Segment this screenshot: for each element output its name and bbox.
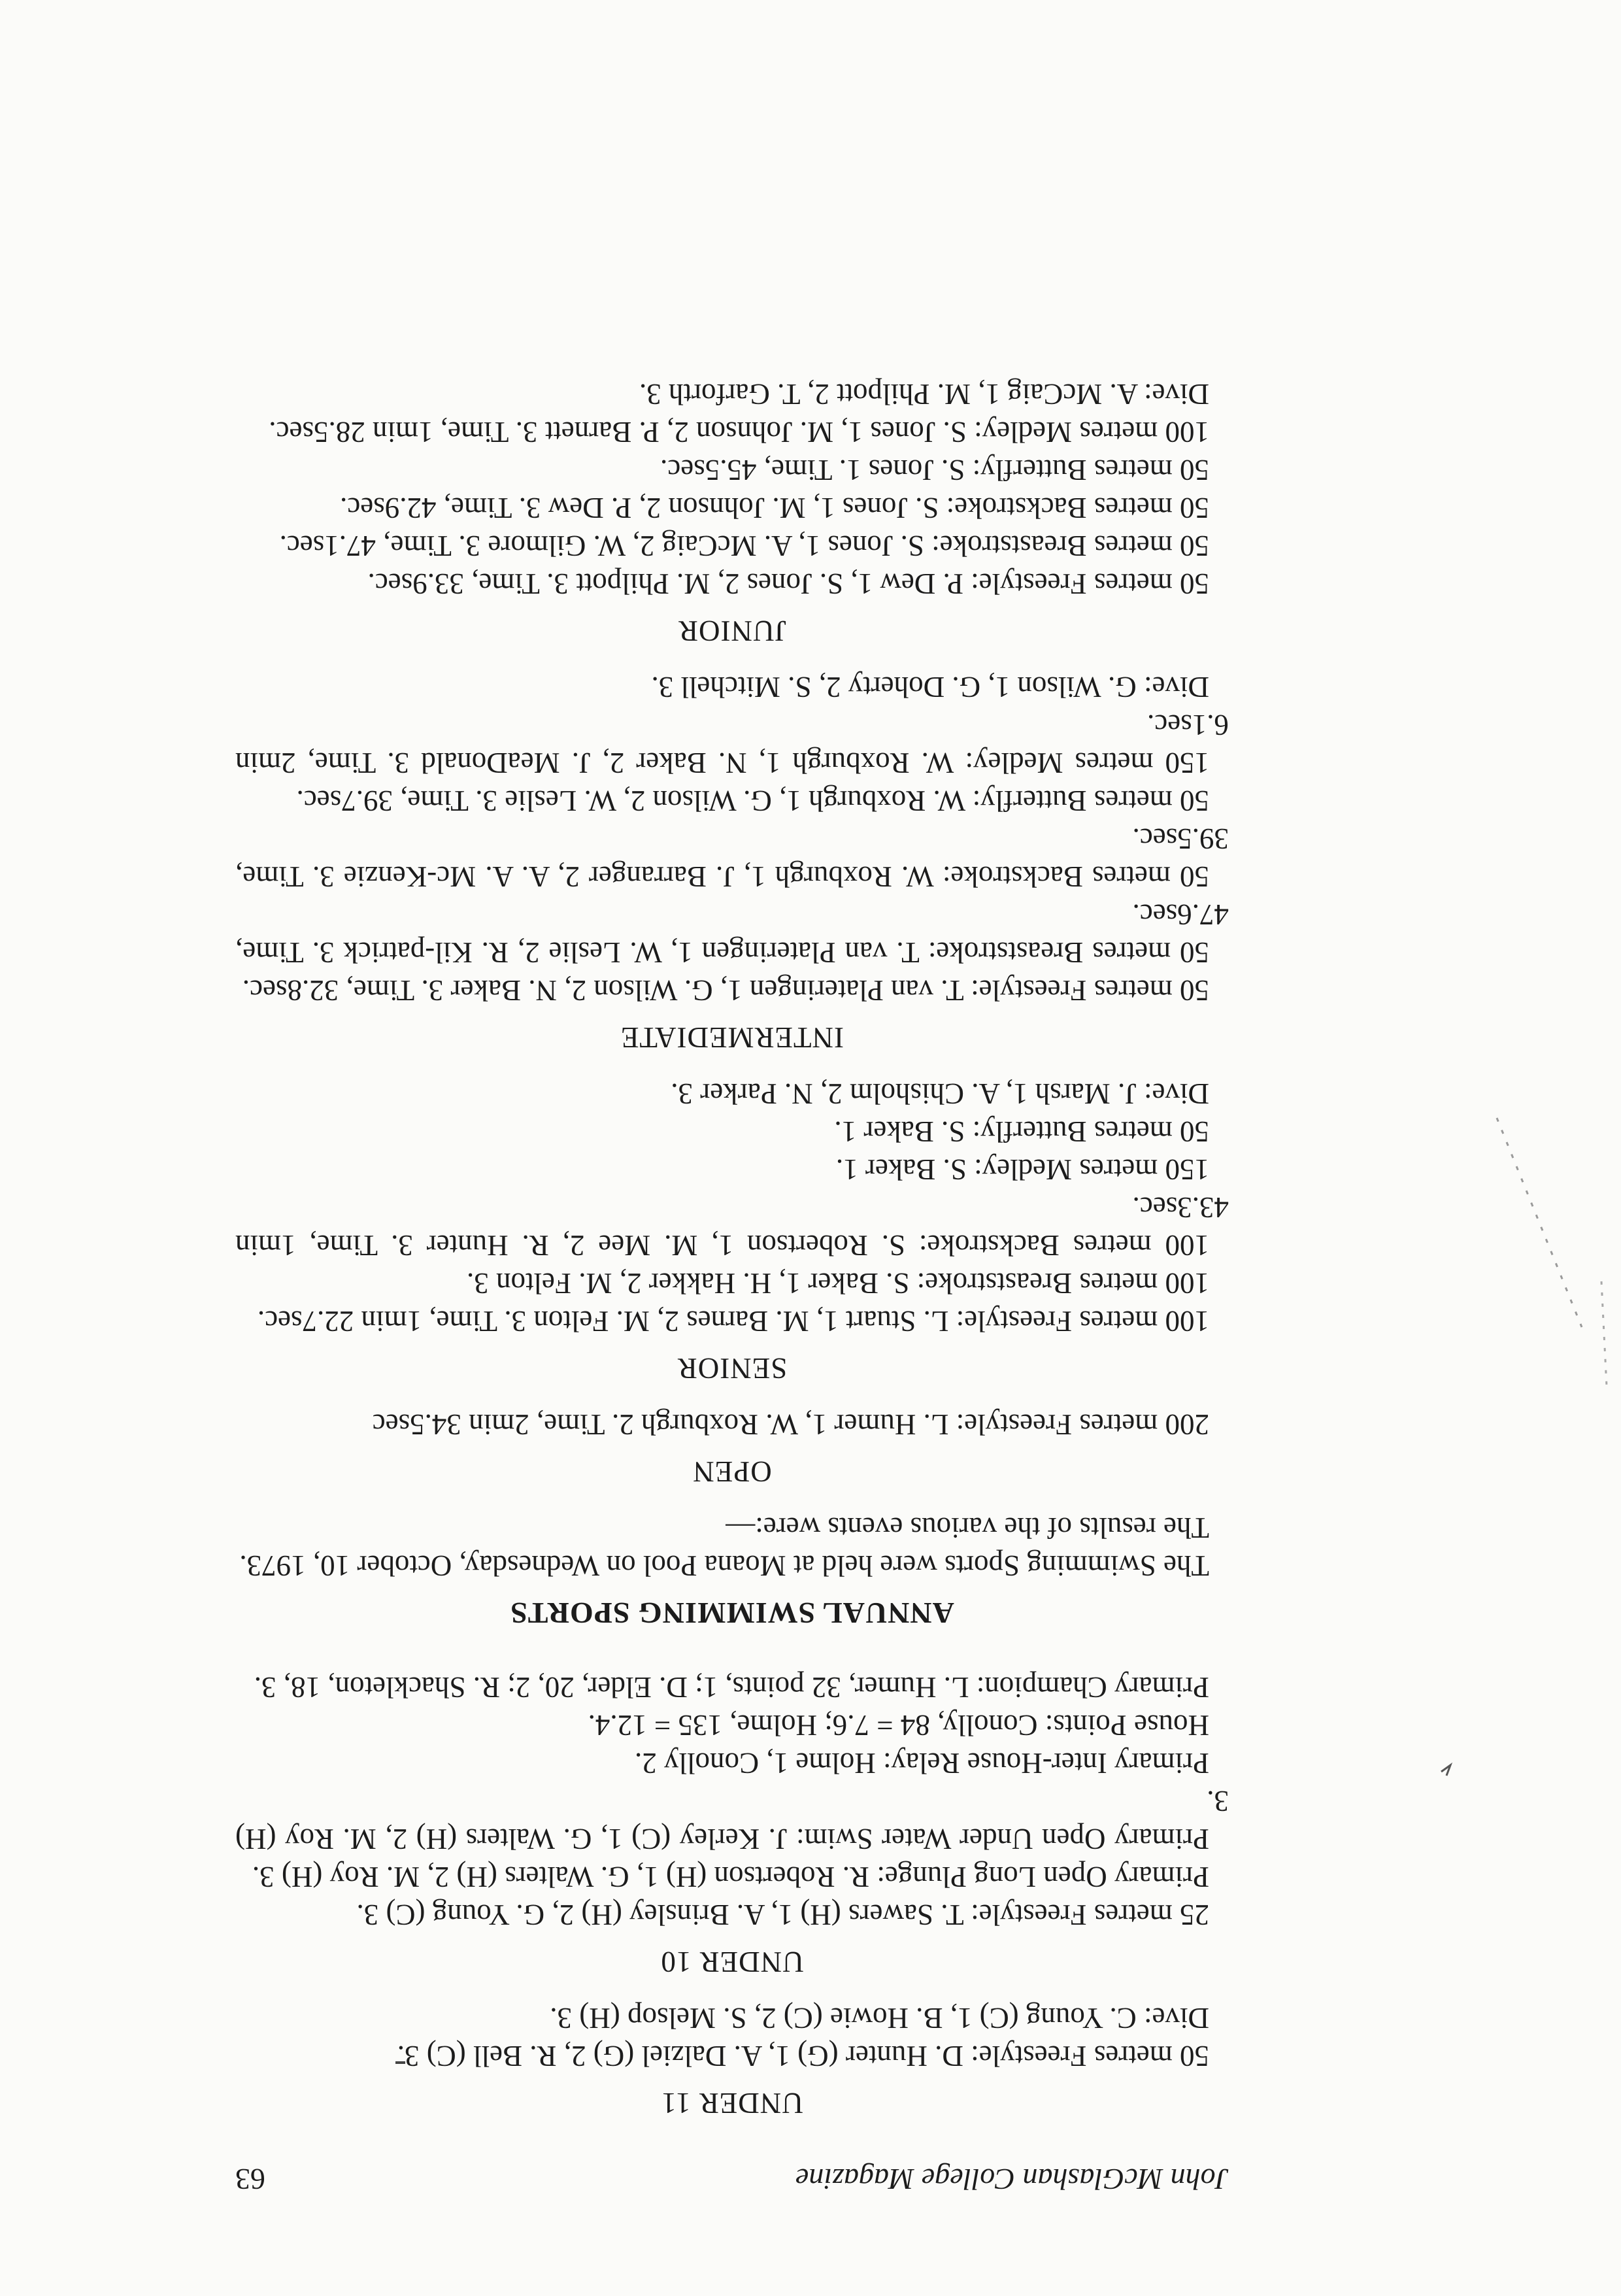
- result-line: 50 metres Butterfly: W. Roxburgh 1, G. Wilson 2, W. Leslie 3. Time, 39.7sec.: [296, 785, 1209, 817]
- result-line: Dive: G. Wilson 1, G. Doherty 2, S. Mitchell 3.: [651, 671, 1209, 703]
- result-line: Primary Open Long Plunge: R. Robertson (H) 1, G. Walters (H) 2, M. Roy (H) 3.: [252, 1861, 1209, 1893]
- result-line: 50 metres Backstroke: S. Jones 1, M. Johnson 2, P. Dew 3. Time, 42.9sec.: [340, 492, 1209, 524]
- result-line: 50 metres Breaststroke: T. van Plateringen 1, W. Leslie 2, R. Kil-patrick 3. Time, 47.6sec.: [235, 898, 1229, 969]
- result-line: 200 metres Freestyle: L. Humer 1, W. Roxburgh 2. Time, 2min 34.5sec: [372, 1408, 1209, 1441]
- intro-paragraph: The Swimming Sports were held at Moana Pool on Wednesday, October 10, 1973.: [239, 1549, 1209, 1582]
- heading-under-11: UNDER 11: [661, 2087, 803, 2119]
- result-line: Dive: A. McCaig 1, M. Philpott 2, T. Garforth 3.: [639, 378, 1209, 411]
- heading-under-10: UNDER 10: [660, 1946, 804, 1978]
- result-line: Primary Champion: L. Humer, 32 points, 1; D. Elder, 20, 2; R. Shackleton, 18, 3.: [254, 1671, 1209, 1704]
- heading-junior: JUNIOR: [678, 615, 787, 647]
- result-line: 100 metres Medley: S. Jones 1, M. Johnson 2, P. Barnett 3. Time, 1min 28.5sec.: [269, 416, 1209, 448]
- result-line: 50 metres Freestyle: P. Dew 1, S. Jones 2, M. Philpott 3. Time, 33.9sec.: [367, 567, 1209, 600]
- result-line: 50 metres Freestyle: T. van Plateringen 1, G. Wilson 2, N. Baker 3. Time, 32.8sec.: [242, 974, 1209, 1007]
- result-line: 50 metres Backstroke: W. Roxburgh 1, J. Barranger 2, A. A. Mc-Kenzie 3. Time, 39.5sec.: [235, 822, 1229, 893]
- page-number: 63: [235, 2163, 265, 2196]
- heading-annual-swimming-sports: ANNUAL SWIMMING SPORTS: [510, 1596, 954, 1630]
- result-line: 150 metres Medley: S. Baker 1.: [835, 1153, 1209, 1186]
- result-line: 50 metres Butterfly: S. Baker 1.: [834, 1115, 1209, 1148]
- result-line: House Points: Conolly, 84 = 7.6; Holme, 135 = 12.4.: [588, 1709, 1209, 1742]
- heading-senior: SENIOR: [677, 1352, 788, 1385]
- result-line: Dive: C. Young (C) 1, B. Howie (C) 2, S. Melsop (H) 3.: [550, 2002, 1209, 2034]
- magazine-title: John McGlashan College Magazine: [795, 2163, 1229, 2196]
- result-line: 150 metres Medley: W. Roxburgh 1, N. Baker 2, J. MeaDonald 3. Time, 2min 6.1sec.: [235, 709, 1229, 779]
- result-line: Dive: J. Marsh 1, A. Chisholm 2, N. Parker 3.: [671, 1077, 1209, 1110]
- heading-intermediate: INTERMEDIATE: [620, 1021, 844, 1054]
- result-line: 25 metres Freestyle: T. Sawers (H) 1, A. Brinsley (H) 2, G. Young (C) 3.: [356, 1899, 1209, 1931]
- page-text: [235, 375, 1229, 2198]
- running-head: [235, 2160, 1229, 2198]
- result-line: 100 metres Freestyle: L. Stuart 1, M. Barnes 2, M. Felton 3. Time, 1min 22.7sec.: [257, 1305, 1209, 1338]
- result-line: 50 metres Freestyle: D. Hunter (G) 1, A. Dalziel (G) 2, R. Bell (C) 3.: [397, 2040, 1209, 2072]
- results-intro: The results of the various events were:—: [726, 1511, 1209, 1544]
- result-line: 100 metres Breaststroke: S. Baker 1, H. Hakker 2, M. Felton 3.: [466, 1267, 1209, 1300]
- result-line: Primary Open Under Water Swim: J. Kerley (C) 1, G. Walters (H) 2, M. Roy (H) 3.: [235, 1785, 1229, 1855]
- result-line: 50 metres Butterfly: S. Jones 1. Time, 45.5sec.: [660, 454, 1209, 486]
- heading-open: OPEN: [692, 1455, 772, 1488]
- result-line: 100 metres Backstroke: S. Robertson 1, M. Mee 2, R. Hunter 3. Time, 1min 43.3sec.: [235, 1191, 1229, 1262]
- result-line: 50 metres Breaststroke: S. Jones 1, A. McCaig 2, W. Gilmore 3. Time, 47.1sec.: [279, 530, 1209, 562]
- result-line: Primary Inter-House Relay: Holme 1, Conolly 2.: [635, 1747, 1209, 1780]
